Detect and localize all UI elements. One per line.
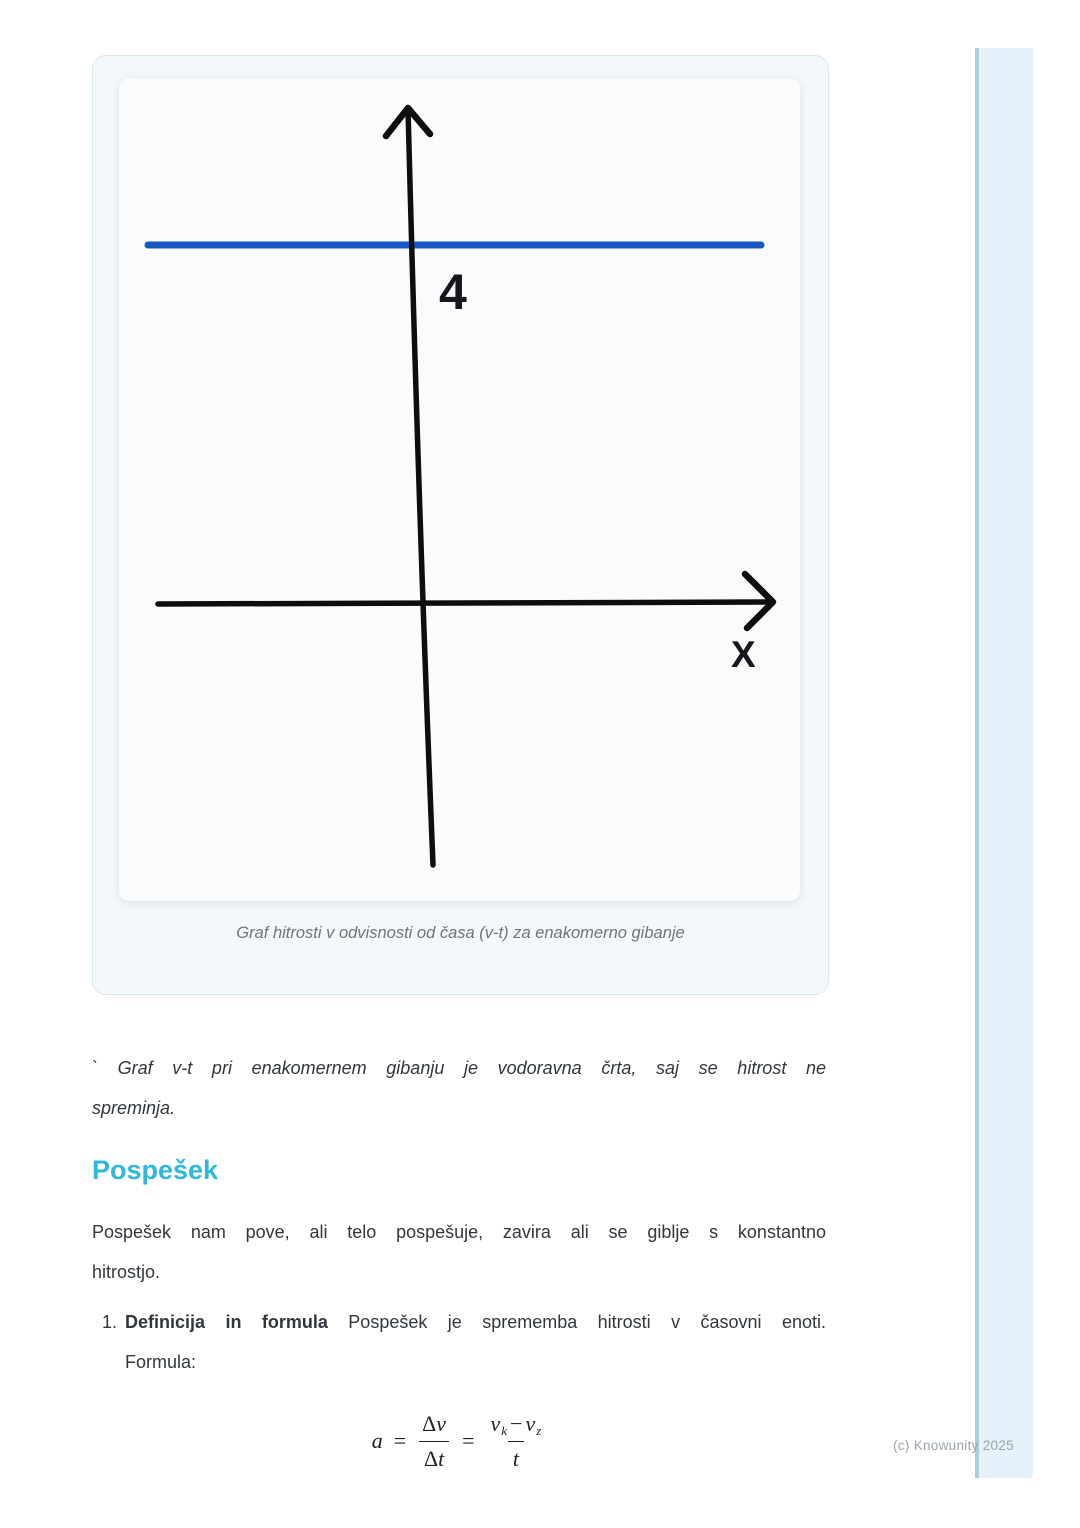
intro-line-2: hitrostjo. <box>92 1262 161 1282</box>
copyright-notice: (c) Knowunity 2025 <box>893 1438 1014 1453</box>
side-highlight-bar <box>975 48 1033 1478</box>
formula-fraction-1 <box>417 1411 451 1471</box>
intro-paragraph <box>92 1212 826 1292</box>
vt-graph-figure <box>119 78 800 901</box>
definition-list-item <box>92 1302 826 1382</box>
delta-symbol: Δ <box>422 1411 437 1437</box>
formula-lhs: a <box>371 1428 383 1453</box>
vk-var: v <box>490 1411 501 1437</box>
vz-subscript: z <box>536 1423 542 1439</box>
minus-sign: − <box>510 1411 523 1437</box>
formula-fraction-2 <box>485 1411 546 1471</box>
x-axis-label: X <box>731 634 756 675</box>
delta-v-var: v <box>436 1411 447 1437</box>
list-item-text: Pospešek je sprememba hitrosti v časovni enoti. <box>327 1312 826 1332</box>
y-axis-line <box>408 108 433 865</box>
vk-subscript: k <box>501 1423 508 1439</box>
acceleration-formula <box>92 1398 826 1484</box>
delta-symbol: Δ <box>423 1445 439 1471</box>
list-item-line-1 <box>125 1302 826 1342</box>
note-paragraph <box>92 1048 826 1128</box>
list-item-number: 1. <box>102 1312 118 1332</box>
intro-line-1: Pospešek nam pove, ali telo pospešuje, zavira ali se giblje s konstantno <box>92 1222 826 1242</box>
vz-var: v <box>525 1411 536 1437</box>
formula-equals-1: = <box>393 1428 407 1453</box>
figure-card <box>92 55 829 995</box>
list-item-line-2: Formula: <box>125 1352 197 1372</box>
figure-caption: Graf hitrosti v odvisnosti od časa (v-t) za enakomerno gibanje <box>236 924 685 942</box>
y-value-label: 4 <box>439 264 467 320</box>
section-heading-pospesek: Pospešek <box>92 1155 219 1185</box>
formula-equals-2: = <box>462 1428 475 1453</box>
delta-t-var: t <box>438 1445 445 1471</box>
formula-expression <box>372 1411 547 1471</box>
note-line-1: ` Graf v-t pri enakomernem gibanju je vodoravna črta, saj se hitrost ne <box>92 1058 826 1078</box>
vt-graph-svg <box>119 78 800 901</box>
t-var: t <box>512 1445 519 1471</box>
list-item-bold-label: Definicija in formula <box>125 1312 328 1332</box>
x-axis-line <box>158 602 773 604</box>
note-line-2: spreminja. <box>92 1098 176 1118</box>
